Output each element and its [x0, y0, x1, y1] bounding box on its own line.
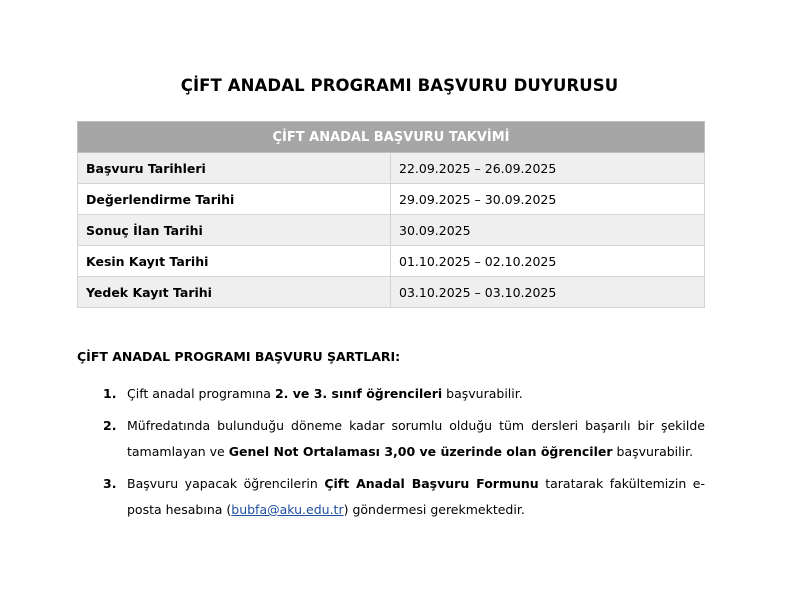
item-text: Müfredatında bulunduğu döneme kadar sorumlu olduğu tüm dersleri başarılı bir şekilde tamamlayan ve [127, 418, 705, 459]
list-item [77, 413, 705, 465]
item-text: başvurabilir. [442, 386, 523, 401]
table-header-row [78, 122, 705, 153]
row-label: Sonuç İlan Tarihi [78, 215, 391, 246]
row-label: Yedek Kayıt Tarihi [78, 277, 391, 308]
item-text: ) göndermesi gerekmektedir. [343, 502, 525, 517]
item-bold-text: 2. ve 3. sınıf öğrencileri [274, 386, 443, 401]
table-row [78, 277, 705, 308]
row-value: 29.09.2025 – 30.09.2025 [391, 184, 705, 215]
row-label: Değerlendirme Tarihi [78, 184, 391, 215]
table-row [78, 184, 705, 215]
item-text: Başvuru yapacak öğrencilerin [127, 476, 325, 491]
requirements-title: ÇİFT ANADAL PROGRAMI BAŞVURU ŞARTLARI: [77, 349, 401, 364]
page-title: ÇİFT ANADAL PROGRAMI BAŞVURU DUYURUSU [180, 76, 619, 95]
application-calendar-table [77, 121, 705, 308]
row-value: 22.09.2025 – 26.09.2025 [391, 153, 705, 184]
table-header: ÇİFT ANADAL BAŞVURU TAKVİMİ [78, 122, 705, 153]
item-text: taratarak fakültemizin e-posta hesabına ( [127, 476, 705, 517]
table-row [78, 153, 705, 184]
item-text: başvurabilir. [612, 444, 694, 459]
table-row [78, 246, 705, 277]
item-bold-text: Çift Anadal Başvuru Formunu [324, 476, 539, 491]
item-number: 1. [103, 386, 117, 401]
row-value: 03.10.2025 – 03.10.2025 [391, 277, 705, 308]
item-number: 2. [103, 418, 117, 433]
row-label: Kesin Kayıt Tarihi [78, 246, 391, 277]
email-link[interactable]: bubfa@aku.edu.tr [231, 502, 344, 517]
item-text: Çift anadal programına [127, 386, 275, 401]
row-value: 01.10.2025 – 02.10.2025 [391, 246, 705, 277]
item-number: 3. [103, 476, 117, 491]
list-item [77, 471, 705, 523]
item-bold-text: Genel Not Ortalaması 3,00 ve üzerinde olan öğrenciler [228, 444, 613, 459]
list-item [77, 381, 705, 407]
table-row [78, 215, 705, 246]
row-label: Başvuru Tarihleri [78, 153, 391, 184]
requirements-list [77, 381, 705, 529]
row-value: 30.09.2025 [391, 215, 705, 246]
